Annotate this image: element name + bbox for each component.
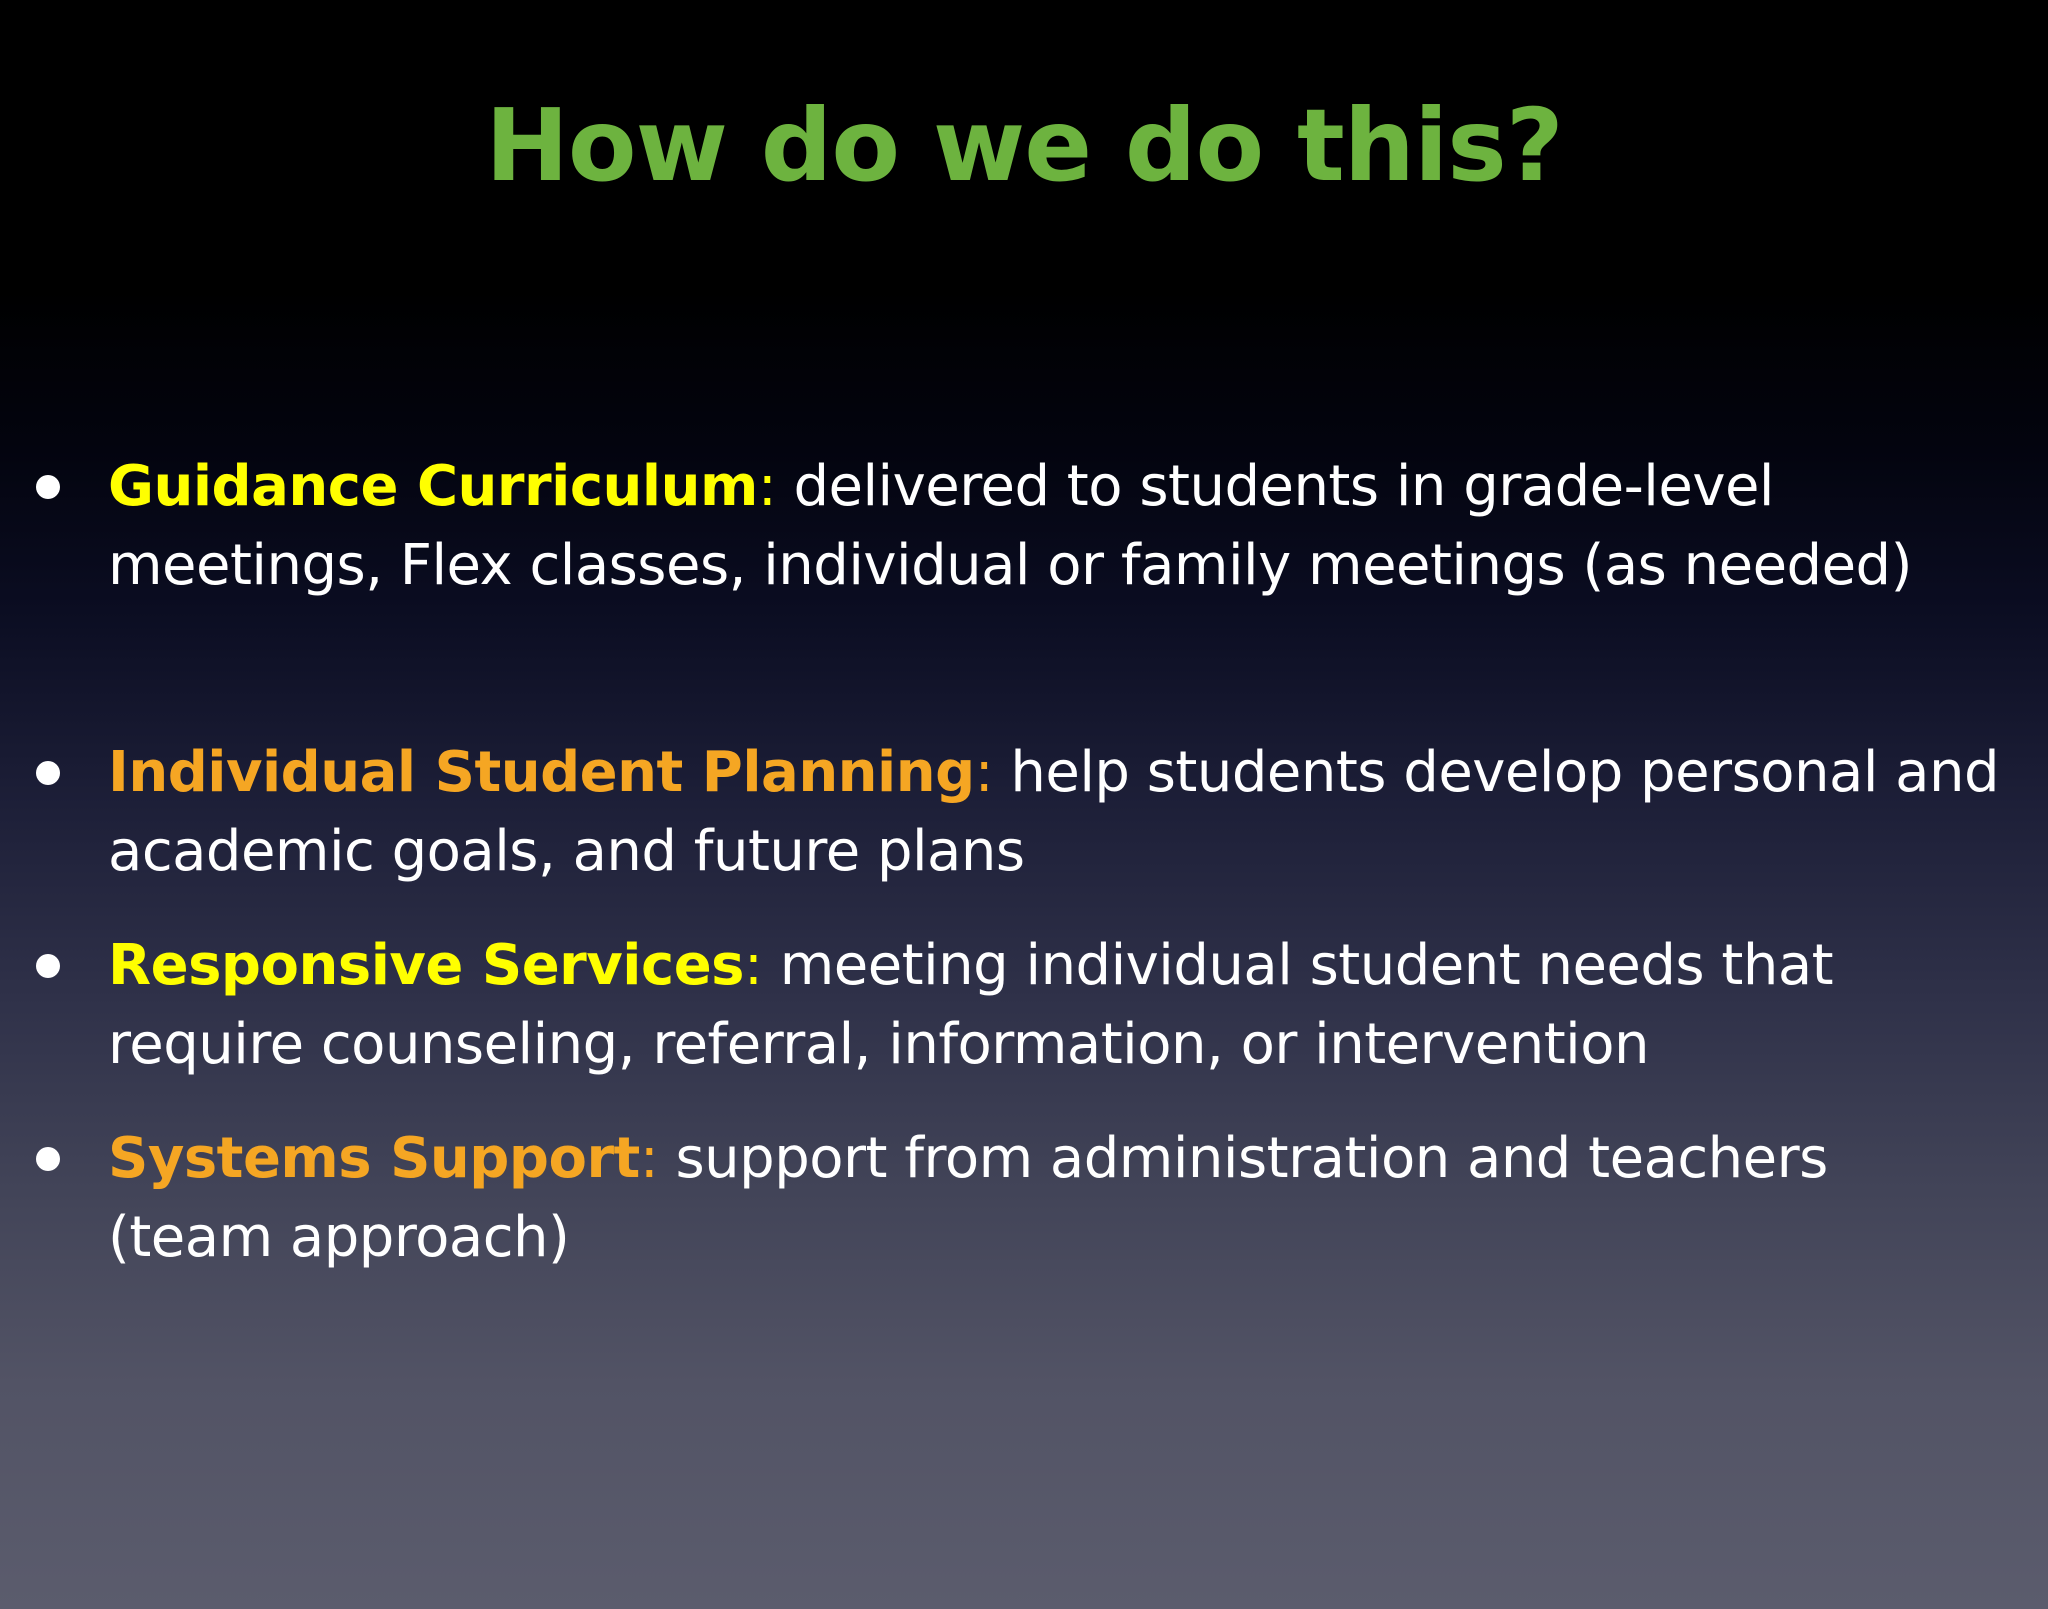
bullet-term: Individual Student Planning: [108, 740, 975, 805]
bullet-individual-student-planning: [108, 733, 2008, 891]
slide-title: How do we do this?: [485, 87, 1563, 204]
bullet-separator: :: [639, 1126, 659, 1191]
bullet-dot-icon: [36, 954, 60, 978]
bullet-text: support from administration and teachers (team approach): [108, 1126, 1828, 1270]
bullet-term: Systems Support: [108, 1126, 640, 1191]
bullet-separator: :: [974, 740, 994, 805]
bullet-text: delivered to students in grade-level meetings, Flex classes, individual or family meetings (as needed): [108, 454, 1912, 598]
bullet-term: Guidance Curriculum: [108, 454, 758, 519]
bullet-guidance-curriculum: [108, 447, 2008, 605]
bullet-text: meeting individual student needs that require counseling, referral, information, or intervention: [108, 933, 1834, 1077]
bullet-separator: :: [744, 933, 763, 998]
bullet-text: help students develop personal and academic goals, and future plans: [108, 740, 2000, 884]
bullet-responsive-services: [108, 926, 2008, 1084]
bullet-dot-icon: [36, 1147, 60, 1171]
bullet-dot-icon: [36, 475, 60, 499]
bullet-term: Responsive Services: [108, 933, 745, 998]
bullet-dot-icon: [36, 761, 60, 785]
bullet-systems-support: [108, 1119, 2008, 1277]
bullet-separator: :: [757, 454, 777, 519]
